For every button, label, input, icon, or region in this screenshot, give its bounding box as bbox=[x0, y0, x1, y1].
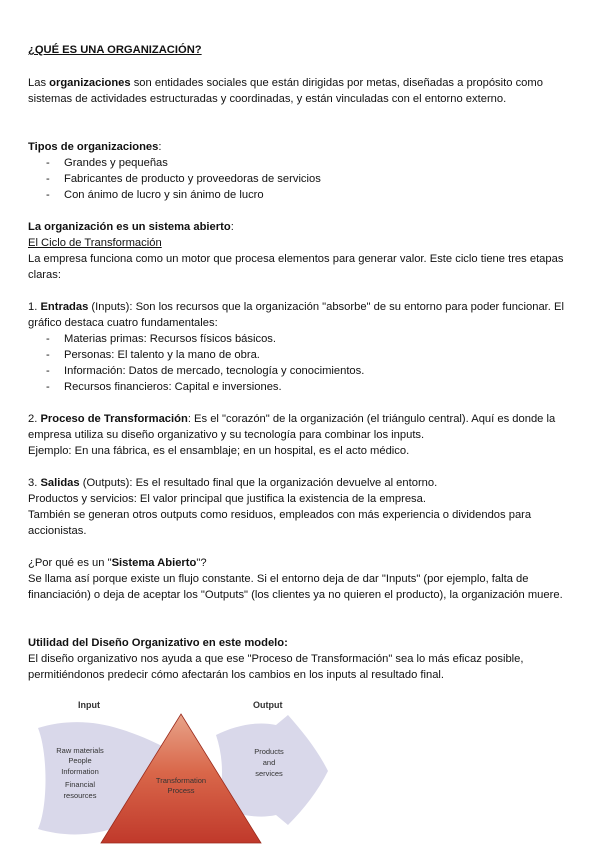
proceso-section bbox=[28, 411, 574, 459]
process-line-2: Process bbox=[167, 786, 195, 795]
list-item: - Información: Datos de mercado, tecnología y conocimientos. bbox=[28, 363, 574, 379]
sistema-heading: La organización es un sistema abierto bbox=[28, 221, 231, 233]
proceso-example: Ejemplo: En una fábrica, es el ensamblaje; en un hospital, es el acto médico. bbox=[28, 445, 410, 457]
output-label: Output bbox=[253, 700, 283, 710]
salidas-bold: Salidas bbox=[40, 477, 80, 489]
output-and: and bbox=[262, 758, 276, 767]
output-products: Products bbox=[254, 747, 284, 756]
tipos-heading: Tipos de organizaciones bbox=[28, 141, 159, 153]
porque-bold: Sistema Abierto bbox=[111, 557, 197, 569]
process-line-1: Transformation bbox=[155, 776, 207, 785]
utilidad-section bbox=[28, 635, 574, 683]
salidas-text: (Outputs): Es el resultado final que la organización devuelve al entorno. bbox=[79, 477, 438, 489]
input-information: Information bbox=[61, 767, 99, 776]
proceso-num: 2. bbox=[28, 413, 41, 425]
proceso-text: : Es el "corazón" de la organización (el triángulo central). Aquí es donde la empresa utiliza su diseño organizativo y su tecnología para combinar los inputs. bbox=[28, 413, 556, 441]
sistema-colon: : bbox=[230, 221, 234, 233]
sistema-text: La empresa funciona como un motor que procesa elementos para generar valor. Este ciclo tiene tres etapas claras: bbox=[28, 253, 564, 281]
intro-bold: organizaciones bbox=[49, 77, 131, 89]
intro-pre: Las bbox=[28, 77, 50, 89]
salidas-line2: Productos y servicios: El valor principal que justifica la existencia de la empresa. bbox=[28, 493, 426, 505]
sistema-section bbox=[28, 219, 574, 283]
porque-text: Se llama así porque existe un flujo constante. Si el entorno deja de dar "Inputs" (por ejemplo, falta de financiación) o deja de aceptar los "Outputs" (los clientes ya no quieren el producto), la organización muere. bbox=[28, 573, 563, 601]
porque-post: "? bbox=[196, 557, 207, 569]
list-item: - Fabricantes de producto y proveedoras de servicios bbox=[28, 171, 574, 187]
input-label: Input bbox=[78, 700, 100, 710]
salidas-num: 3. bbox=[28, 477, 41, 489]
utilidad-text: El diseño organizativo nos ayuda a que ese "Proceso de Transformación" sea lo más eficaz posible, permitiéndonos predecir cómo afectarán los cambios en los inputs al resultado final. bbox=[28, 653, 524, 681]
list-item: - Recursos financieros: Capital e inversiones. bbox=[28, 379, 574, 395]
tipos-list bbox=[28, 155, 574, 203]
entradas-num: 1. bbox=[28, 301, 41, 313]
list-item: - Materias primas: Recursos físicos básicos. bbox=[28, 331, 574, 347]
entradas-section bbox=[28, 299, 574, 395]
tipos-section bbox=[28, 139, 574, 203]
page-title-block bbox=[28, 42, 574, 58]
salidas-section bbox=[28, 475, 574, 539]
utilidad-heading: Utilidad del Diseño Organizativo en este modelo: bbox=[28, 637, 288, 649]
input-financial: Financial bbox=[64, 780, 96, 789]
list-item: - Grandes y pequeñas bbox=[28, 155, 574, 171]
page-title: ¿QUÉ ES UNA ORGANIZACIÓN? bbox=[28, 44, 202, 56]
list-item: - Personas: El talento y la mano de obra. bbox=[28, 347, 574, 363]
sistema-subheading: El Ciclo de Transformación bbox=[28, 237, 162, 249]
intro-paragraph bbox=[28, 75, 574, 107]
input-raw-materials: Raw materials bbox=[56, 746, 104, 755]
input-resources: resources bbox=[63, 791, 97, 800]
proceso-bold: Proceso de Transformación bbox=[40, 413, 188, 425]
porque-section bbox=[28, 555, 574, 603]
output-services: services bbox=[255, 769, 283, 778]
salidas-line3: También se generan otros outputs como residuos, empleados con más experiencia o dividendos para accionistas. bbox=[28, 509, 532, 537]
entradas-list bbox=[28, 331, 574, 395]
entradas-bold: Entradas bbox=[40, 301, 89, 313]
intro-post: son entidades sociales que están dirigidas por metas, diseñadas a propósito como sistemas de actividades estructuradas y coordinadas, y están vinculadas con el entorno externo. bbox=[28, 77, 543, 105]
entradas-text: (Inputs): Son los recursos que la organización "absorbe" de su entorno para poder funcionar. El gráfico destaca cuatro fundamentales: bbox=[28, 301, 564, 329]
porque-pre: ¿Por qué es un " bbox=[28, 557, 112, 569]
transformation-diagram bbox=[36, 695, 336, 845]
input-people: People bbox=[68, 756, 92, 765]
list-item: - Con ánimo de lucro y sin ánimo de lucro bbox=[28, 187, 574, 203]
tipos-colon: : bbox=[158, 141, 162, 153]
